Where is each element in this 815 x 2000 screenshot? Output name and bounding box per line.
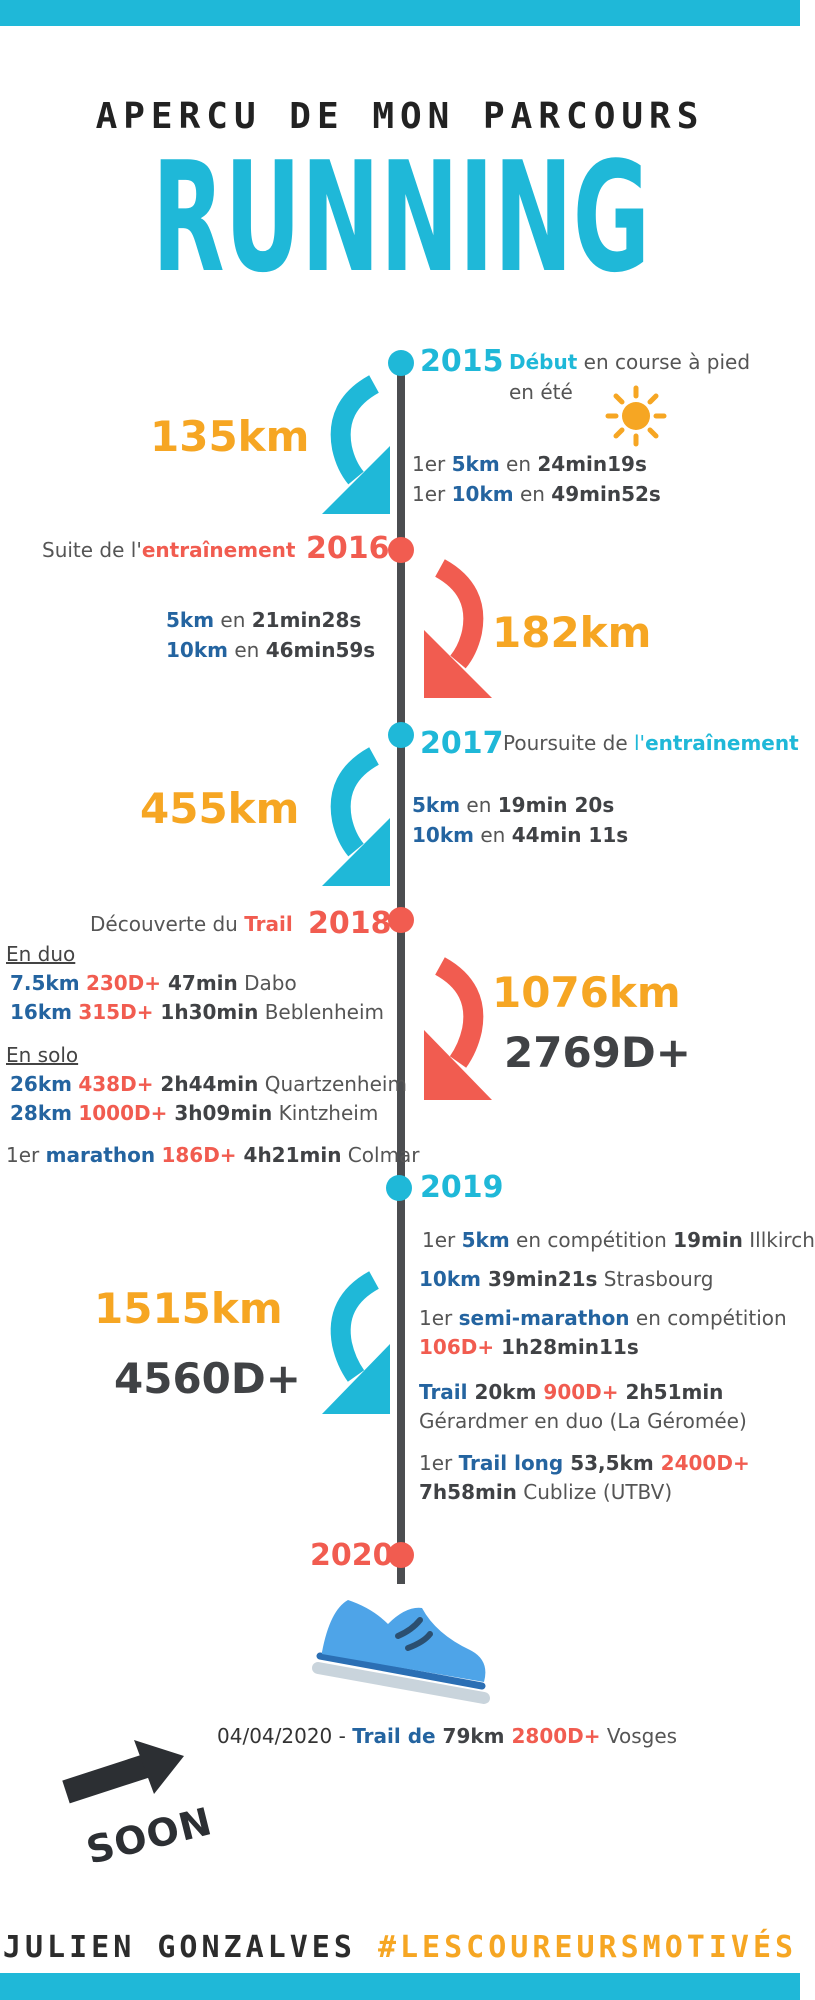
distance-2018: 1076km xyxy=(492,968,681,1017)
race-2018-dabo: 7.5km 230D+ 47min Dabo xyxy=(10,971,297,995)
race-2019-utbv-details: 7h58min Cublize (UTBV) xyxy=(419,1480,673,1504)
footer xyxy=(0,1930,800,1965)
race-2018-kintzheim: 28km 1000D+ 3h09min Kintzheim xyxy=(10,1101,379,1125)
hashtag: #LESCOUREURSMOTIVÉS xyxy=(377,1930,798,1965)
solo-label: En solo xyxy=(6,1043,79,1067)
race-2019-semi: 1er semi-marathon en compétition xyxy=(419,1306,787,1330)
desc-2018: Découverte du Trail xyxy=(90,912,293,936)
record-2017-5km: 5km en 19min 20s xyxy=(412,793,615,817)
record-2015-5km: 1er 5km en 24min19s xyxy=(412,452,647,476)
sun-icon xyxy=(604,384,668,448)
author-name: JULIEN GONZALVES xyxy=(2,1930,356,1965)
top-accent-bar xyxy=(0,0,800,26)
year-2018: 2018 xyxy=(308,906,392,941)
curved-arrow-down-icon xyxy=(312,748,402,888)
race-2018-quartzenheim: 26km 438D+ 2h44min Quartzenheim xyxy=(10,1072,407,1096)
distance-2017: 455km xyxy=(140,784,300,833)
year-2015: 2015 xyxy=(420,344,504,379)
timeline-dot-2018 xyxy=(388,907,414,933)
desc-2015: Début en course à pied xyxy=(509,350,751,374)
timeline-dot-2019 xyxy=(386,1175,412,1201)
curved-arrow-down-icon xyxy=(412,958,502,1103)
record-2017-10km: 10km en 44min 11s xyxy=(412,823,629,847)
elevation-2018: 2769D+ xyxy=(504,1028,691,1077)
record-2016-5km: 5km en 21min28s xyxy=(166,608,362,632)
timeline-dot-2015 xyxy=(388,350,414,376)
year-2017: 2017 xyxy=(420,726,504,761)
desc-2015-line2: en été xyxy=(509,380,573,404)
soon-label: SOON xyxy=(82,1799,217,1873)
curved-arrow-down-icon xyxy=(310,1272,400,1417)
timeline-dot-2016 xyxy=(388,537,414,563)
record-2016-10km: 10km en 46min59s xyxy=(166,638,376,662)
elevation-2019: 4560D+ xyxy=(114,1354,301,1403)
planned-race-2020: 04/04/2020 - Trail de 79km 2800D+ Vosges xyxy=(217,1724,678,1748)
bottom-accent-bar xyxy=(0,1973,800,2000)
race-2018-colmar: 1er marathon 186D+ 4h21min Colmar xyxy=(6,1143,420,1167)
year-2020: 2020 xyxy=(310,1538,394,1573)
race-2019-geromee-place: Gérardmer en duo (La Géromée) xyxy=(419,1409,747,1433)
duo-label: En duo xyxy=(6,942,76,966)
distance-2016: 182km xyxy=(492,608,652,657)
page-subtitle: APERCU DE MON PARCOURS xyxy=(95,96,705,137)
record-2015-10km: 1er 10km en 49min52s xyxy=(412,482,661,506)
race-2018-beblenheim: 16km 315D+ 1h30min Beblenheim xyxy=(10,1000,384,1024)
curved-arrow-down-icon xyxy=(412,560,502,700)
distance-2019: 1515km xyxy=(94,1284,283,1333)
race-2019-utbv: 1er Trail long 53,5km 2400D+ xyxy=(419,1451,750,1475)
year-2019: 2019 xyxy=(420,1170,504,1205)
desc-2017: Poursuite de l'entraînement xyxy=(503,731,799,755)
race-2019-geromee: Trail 20km 900D+ 2h51min xyxy=(419,1380,724,1404)
race-2019-strasbourg: 10km 39min21s Strasbourg xyxy=(419,1267,714,1291)
desc-2016: Suite de l'entraînement xyxy=(42,538,296,562)
arrow-right-icon xyxy=(60,1740,190,1810)
curved-arrow-down-icon xyxy=(312,376,402,516)
running-shoe-icon xyxy=(312,1590,496,1706)
timeline-dot-2017 xyxy=(388,722,414,748)
page-title: RUNNING xyxy=(152,129,651,306)
year-2016: 2016 xyxy=(306,531,390,566)
race-2019-illkirch: 1er 5km en compétition 19min Illkirch xyxy=(422,1228,815,1252)
race-2019-semi-details: 106D+ 1h28min11s xyxy=(419,1335,639,1359)
distance-2015: 135km xyxy=(150,412,310,461)
